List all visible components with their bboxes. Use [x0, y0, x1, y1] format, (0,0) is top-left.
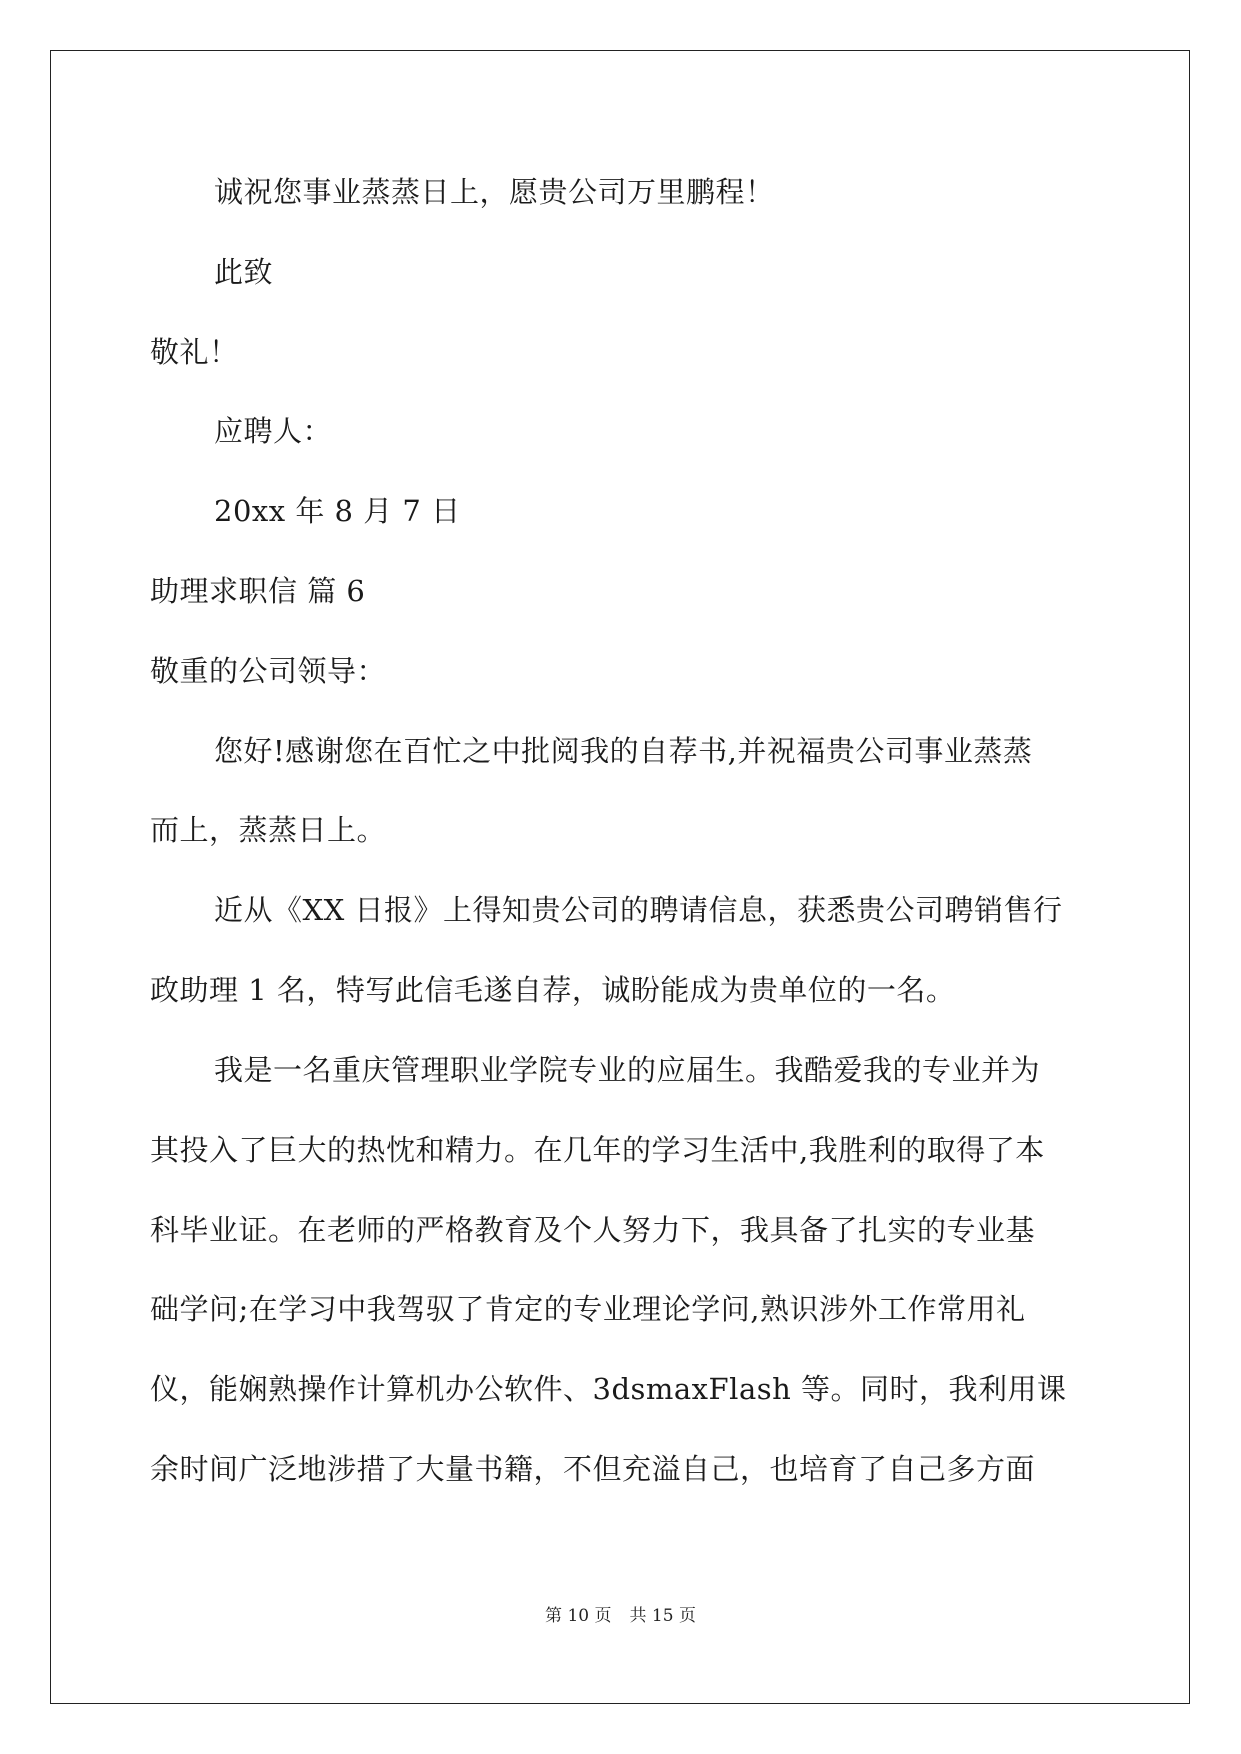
- current-page-number: 第 10 页: [545, 1606, 612, 1626]
- paragraph-line: 其投入了巨大的热忱和精力。在几年的学习生活中,我胜利的取得了本: [150, 1133, 1045, 1167]
- section-heading: 助理求职信 篇 6: [150, 574, 366, 608]
- salutation-cizhi: 此致: [214, 255, 274, 289]
- total-pages: 共 15 页: [629, 1606, 696, 1626]
- paragraph-line: 科毕业证。在老师的严格教育及个人努力下，我具备了扎实的专业基: [150, 1213, 1036, 1247]
- salutation-jingli: 敬礼！: [150, 335, 239, 369]
- greeting: 敬重的公司领导：: [150, 654, 387, 688]
- paragraph-line: 近从《XX 日报》上得知贵公司的聘请信息，获悉贵公司聘销售行: [214, 893, 1063, 927]
- paragraph-line: 础学问;在学习中我驾驭了肯定的专业理论学问,熟识涉外工作常用礼: [150, 1292, 1026, 1326]
- paragraph-line: 而上，蒸蒸日上。: [150, 813, 387, 847]
- paragraph-line: 您好!感谢您在百忙之中批阅我的自荐书,并祝福贵公司事业蒸蒸: [214, 734, 1033, 768]
- paragraph-line: 余时间广泛地涉措了大量书籍，不但充溢自己，也培育了自己多方面: [150, 1452, 1036, 1486]
- paragraph-line: 仪，能娴熟操作计算机办公软件、3dsmaxFlash 等。同时，我利用课: [150, 1372, 1067, 1406]
- paragraph-line: 政助理 1 名，特写此信毛遂自荐，诚盼能成为贵单位的一名。: [150, 973, 956, 1007]
- letter-date: 20xx 年 8 月 7 日: [214, 494, 461, 528]
- page-footer: [0, 1604, 1241, 1628]
- paragraph-line: 我是一名重庆管理职业学院专业的应届生。我酷爱我的专业并为: [214, 1053, 1041, 1087]
- applicant-label: 应聘人：: [214, 414, 333, 448]
- closing-wish: 诚祝您事业蒸蒸日上，愿贵公司万里鹏程！: [214, 175, 775, 209]
